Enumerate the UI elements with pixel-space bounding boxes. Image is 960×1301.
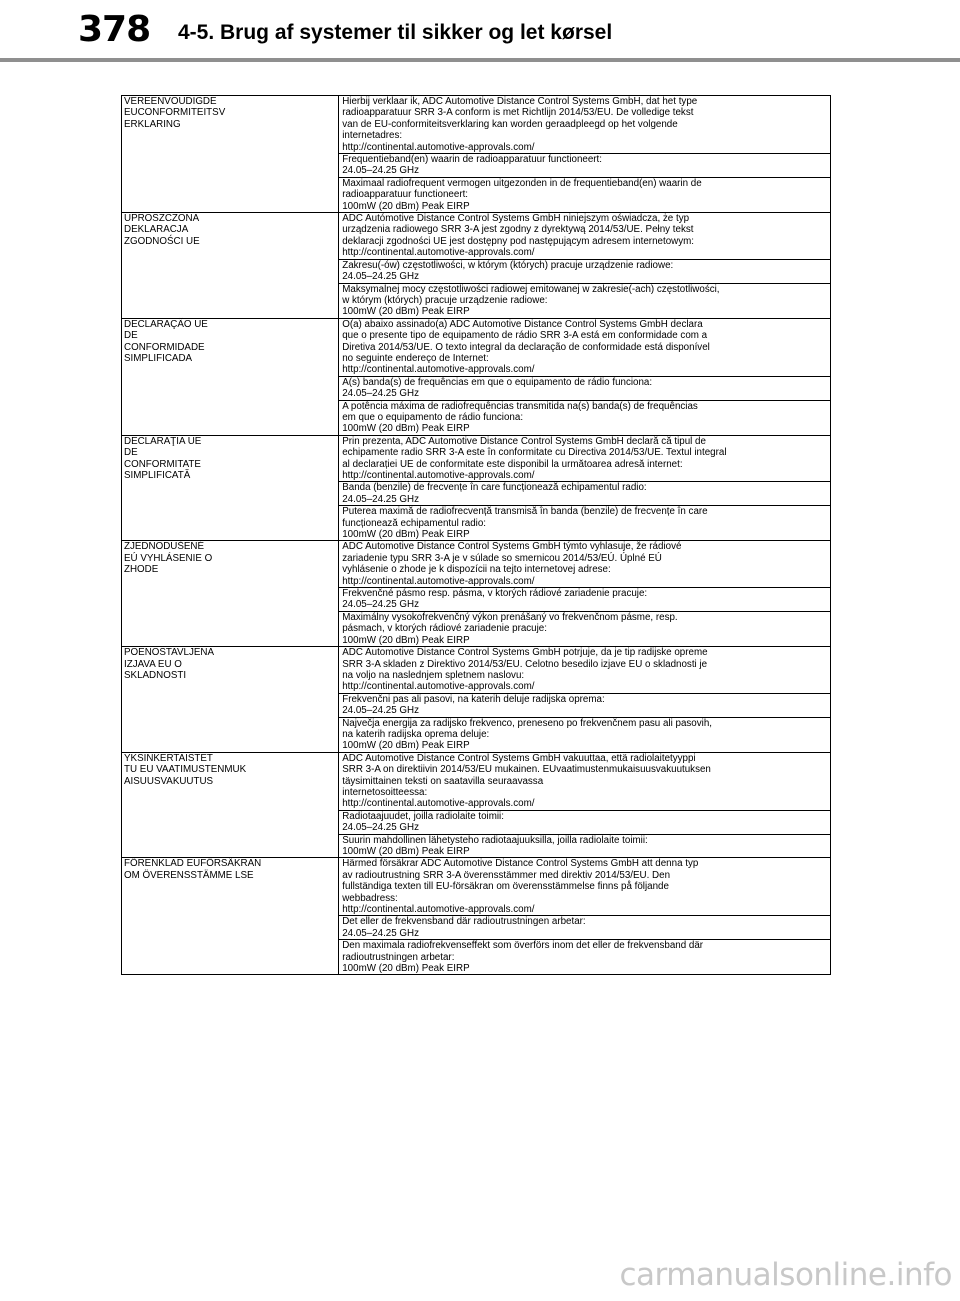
max-power: A potência máxima de radiofrequências transmitida na(s) banda(s) de frequências em que o equipamento de rádio funciona: 100mW (20 dBm) Peak EIRP — [342, 400, 698, 435]
table-row — [122, 541, 831, 647]
declaration-label-cell — [122, 752, 339, 858]
declaration-label: UPROSZCZONA DEKLARACJA ZGODNOŚCI UE — [124, 213, 200, 247]
declaration-body-cell — [339, 752, 831, 858]
declaration-table-body — [122, 96, 831, 975]
declaration-label-cell — [122, 96, 339, 213]
declaration-statement: ADC Automotive Distance Control Systems GmbH týmto vyhlasuje, že rádiové zariadenie typu SRR 3-A je v súlade so smernicou 2014/53/EÚ. Úplné EÚ vyhlásenie o zhode je k dispozícii na tejto internetovej adrese: http://continental.automotive-approvals.com/ — [339, 541, 830, 588]
declaration-label: VEREENVOUDIGDE EUCONFORMITEITSV ERKLARING — [124, 96, 226, 130]
declaration-body-cell — [339, 858, 831, 975]
section-title: 4-5. Brug af systemer til sikker og let kørsel — [178, 21, 613, 44]
declaration-label: YKSINKERTAISTET TU EU VAATIMUSTENMUK AISUUSVAKUUTUS — [124, 752, 247, 787]
declaration-label: FÖRENKLAD EUFÖRSÄKRAN OM ÖVERENSSTÄMME LSE — [124, 858, 262, 881]
declaration-label-cell — [122, 858, 339, 975]
declaration-label: DECLARAÇÃO UE DE CONFORMIDADE SIMPLIFICADA — [124, 318, 208, 364]
max-power: Maximaal radiofrequent vermogen uitgezonden in de frequentieband(en) waarin de radioapparatuur functioneert: 100mW (20 dBm) Peak EIRP — [342, 177, 702, 212]
watermark: carmanualsonline.info — [619, 1257, 952, 1293]
page-header — [0, 0, 960, 60]
declaration-body-cell — [339, 541, 831, 647]
max-power: Puterea maximă de radiofrecvență transmisă în banda (benzile) de frecvențe în care funcționează echipamentul radio: 100mW (20 dBm) Peak EIRP — [342, 506, 708, 541]
declaration-statement: O(a) abaixo assinado(a) ADC Automotive Distance Control Systems GmbH declara que o presente tipo de equipamento de rádio SRR 3-A está em conformidade com a Diretiva 2014/53/UE. O texto integral da declaração de conformidade está disponível no seguinte endereço de Internet: http://continental.automotive-approvals.com/ — [339, 319, 830, 377]
declaration-label: POENOSTAVLJENA IZJAVA EU O SKLADNOSTI — [124, 647, 215, 681]
frequency-band: Banda (benzile) de frecvențe în care funcționează echipamentul radio: 24.05–24.25 GHz — [339, 482, 830, 506]
declaration-label: DECLARAŢIA UE DE CONFORMITATE SIMPLIFICATĂ — [124, 435, 202, 481]
table-row — [122, 435, 831, 541]
table-row — [122, 213, 831, 319]
declaration-label-cell — [122, 318, 339, 435]
max-power: Maximálny vysokofrekvenčný výkon prenášaný vo frekvenčnom pásme, resp. pásmach, v ktorých rádiové zariadenie pracuje: 100mW (20 dBm) Peak EIRP — [342, 611, 678, 646]
frequency-band: Det eller de frekvensband där radioutrustningen arbetar: 24.05–24.25 GHz — [339, 916, 830, 940]
declaration-label-cell — [122, 541, 339, 647]
frequency-band: Zakresu(-ów) częstotliwości, w którym (których) pracuje urządzenie radiowe: 24.05–24.25 GHz — [339, 260, 830, 284]
max-power: Suurin mahdollinen lähetysteho radiotaajuuksilla, joilla radiolaite toimii: 100mW (20 dBm) Peak EIRP — [342, 834, 648, 857]
declaration-statement: ADC Autómotive Distance Control Systems GmbH niniejszym oświadcza, że typ urządzenia radiowego SRR 3-A jest zgodny z dyrektywą 2014/53/UE. Pełny tekst deklaracji zgodności UE jest dostępny pod następującym adresem internetowym: http://continental.automotive-approvals.com/ — [339, 213, 830, 260]
header-rule — [0, 58, 960, 62]
declaration-label-cell — [122, 213, 339, 319]
table-row — [122, 96, 831, 213]
table-row — [122, 318, 831, 435]
declaration-statement: Härmed försäkrar ADC Automotive Distance Control Systems GmbH att denna typ av radioutrustning SRR 3-A överensstämmer med direktiv 2014/53/EU. Den fullständiga texten till EU-försäkran om överensstämmelse finns på följande webbadress: http://continental.automotive-approvals.com/ — [339, 858, 830, 916]
declaration-statement: ADC Automotive Distance Control Systems GmbH vakuuttaa, että radiolaitetyyppi SRR 3-A on direktiivin 2014/53/EU mukainen. EUvaatimustenmukaisuusvakuutuksen täysimittainen teksti on saatavilla seuraavassa internetosoitteessa: http://continental.automotive-approvals.com/ — [339, 753, 830, 811]
declaration-statement: ADC Automotive Distance Control Systems GmbH potrjuje, da je tip radijske opreme SRR 3-A skladen z Direktivo 2014/53/EU. Celotno besedilo izjave EU o skladnosti je na voljo na naslednjem spletnem naslovu: http://continental.automotive-approvals.com/ — [339, 647, 830, 694]
max-power: Največja energija za radijsko frekvenco, preneseno po frekvenčnem pasu ali pasovih, na katerih radijska oprema deluje: 100mW (20 dBm) Peak EIRP — [342, 717, 712, 752]
table-row — [122, 647, 831, 753]
table-row — [122, 752, 831, 858]
declaration-statement: Hierbij verklaar ik, ADC Automotive Distance Control Systems GmbH, dat het type radioapparatuur SRR 3-A conform is met Richtlijn 2014/53/EU. De volledige tekst van de EU-conformiteitsverklaring kan worden geraadpleegd op het volgende internetadres: http://continental.automotive-approvals.com/ — [339, 96, 830, 154]
max-power: Den maximala radiofrekvenseffekt som överförs inom det eller de frekvensband där radioutrustningen arbetar: 100mW (20 dBm) Peak EIRP — [342, 940, 704, 975]
declaration-body-cell — [339, 213, 831, 319]
declaration-body-cell — [339, 96, 831, 213]
declaration-label-cell — [122, 435, 339, 541]
declaration-label-cell — [122, 647, 339, 753]
declaration-statement: Prin prezenta, ADC Automotive Distance Control Systems GmbH declară că tipul de echipamente radio SRR 3-A este în conformitate cu Directiva 2014/53/UE. Textul integral al declarației UE de conformitate este disponibil la următoarea adresă internet: http://continental.automotive-approvals.com/ — [339, 436, 830, 483]
frequency-band: A(s) banda(s) de frequências em que o equipamento de rádio funciona: 24.05–24.25 GHz — [339, 377, 830, 401]
frequency-band: Frequentieband(en) waarin de radioapparatuur functioneert: 24.05–24.25 GHz — [339, 154, 830, 178]
page-number: 378 — [78, 9, 151, 50]
declaration-body-cell — [339, 435, 831, 541]
declaration-body-cell — [339, 647, 831, 753]
frequency-band: Radiotaajuudet, joilla radiolaite toimii: 24.05–24.25 GHz — [339, 811, 830, 835]
declaration-body-cell — [339, 318, 831, 435]
declaration-table — [121, 95, 831, 975]
declaration-label: ZJEDNODUŠENÉ EÚ VYHLÁSENIE O ZHODE — [124, 541, 213, 576]
table-row — [122, 858, 831, 975]
frequency-band: Frekvenčné pásmo resp. pásma, v ktorých rádiové zariadenie pracuje: 24.05–24.25 GHz — [339, 588, 830, 612]
max-power: Maksymalnej mocy częstotliwości radiowej emitowanej w zakresie(-ach) częstotliwości, w którym (których) pracuje urządzenie radiowe: 100mW (20 dBm) Peak EIRP — [342, 283, 720, 318]
frequency-band: Frekvenčni pas ali pasovi, na katerih deluje radijska oprema: 24.05–24.25 GHz — [339, 694, 830, 718]
